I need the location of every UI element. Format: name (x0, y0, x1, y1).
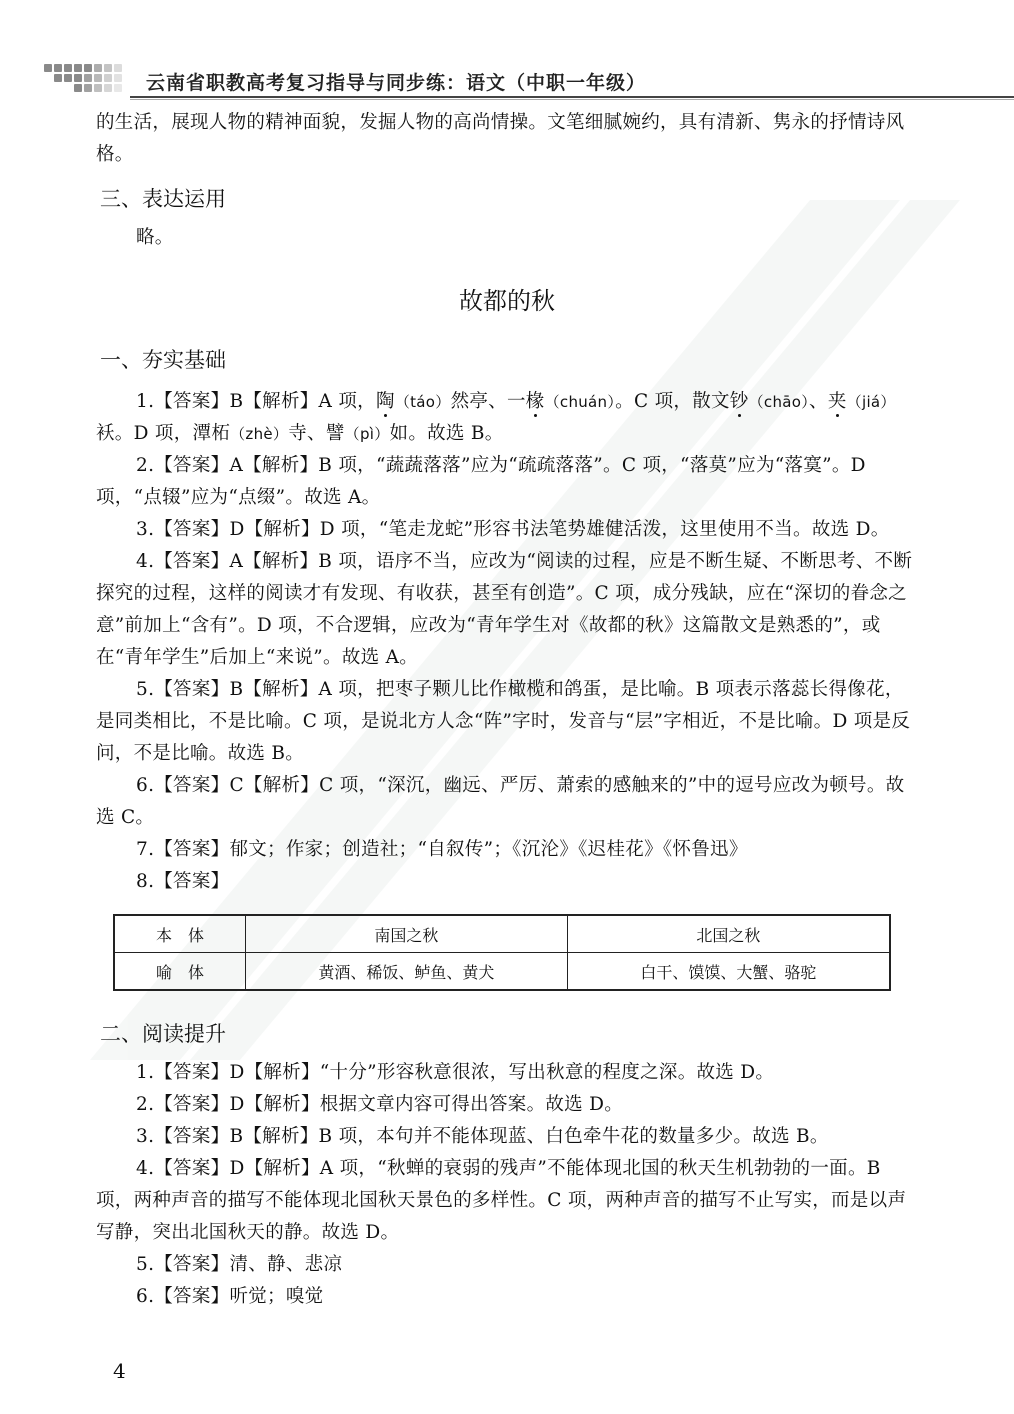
answer-3: 3.【答案】D【解析】D 项，“笔走龙蛇”形容书法笔势雄健活泼，这里使用不当。故选 D。 (136, 519, 890, 540)
answer-7: 7.【答案】郁文；作家；创造社；“自叙传”；《沉沦》《迟桂花》《怀鲁迅》 (136, 839, 748, 860)
reading-answer-3: 3.【答案】B【解析】B 项，本句并不能体现蓝、白色牵牛花的数量多少。故选 B。 (136, 1126, 829, 1147)
intro-paragraph: 的生活，展现人物的精神面貌，发掘人物的高尚情操。文笔细腻婉约，具有清新、隽永的抒情诗风格。 (96, 112, 905, 165)
reading-answer-5: 5.【答案】清、静、悲凉 (136, 1254, 343, 1275)
answer-4: 4.【答案】A【解析】B 项，语序不当，应改为“阅读的过程，应是不断生疑、不断思考、不断探究的过程，这样的阅读才有发现、有收获，甚至有创造”。C 项，成分残缺，应在“深切的眷念之意”前加上“含有”。D 项，不合逻辑，应改为“青年学生对《故都的秋》这篇散文是熟悉的”，或在“青年学生”后加上“来说”。故选 A。 (96, 551, 913, 668)
reading-answer-2: 2.【答案】D【解析】根据文章内容可得出答案。故选 D。 (136, 1094, 624, 1115)
table-row-label: 喻 体 (114, 953, 246, 991)
article-title: 故都的秋 (459, 287, 555, 315)
section3-text: 略。 (136, 227, 174, 248)
answer-6: 6.【答案】C【解析】C 项，“深沉，幽远、严厉、萧索的感触来的”中的逗号应改为顿号。故选 C。 (96, 775, 905, 828)
header-rule (130, 96, 1014, 98)
header-title: 云南省职教高考复习指导与同步练：语文（中职一年级） (146, 72, 647, 94)
table-header-south: 南国之秋 (246, 915, 568, 953)
comparison-table (113, 914, 891, 991)
section3-heading: 三、表达运用 (100, 187, 226, 211)
table-header-north: 北国之秋 (567, 915, 890, 953)
part2-heading: 二、阅读提升 (100, 1022, 226, 1046)
table-cell: 黄酒、稀饭、鲈鱼、黄犬 (246, 953, 568, 991)
table-row (114, 915, 890, 953)
reading-answer-4: 4.【答案】D【解析】A 项，“秋蝉的衰弱的残声”不能体现北国的秋天生机勃勃的一面。B 项，两种声音的描写不能体现北国秋天景色的多样性。C 项，两种声音的描写不止写实，而是以声写静，突出北国秋天的静。故选 D。 (96, 1158, 907, 1243)
table-row-label: 本 体 (114, 915, 246, 953)
table-row (114, 953, 890, 991)
answer-5: 5.【答案】B【解析】A 项，把枣子颗儿比作橄榄和鸽蛋，是比喻。B 项表示落蕊长得像花，是同类相比，不是比喻。C 项，是说北方人念“阵”字时，发音与“层”字相近，不是比喻。D 项是反问，不是比喻。故选 B。 (96, 679, 911, 764)
reading-answer-6: 6.【答案】听觉；嗅觉 (136, 1286, 324, 1307)
answer-1: 1.【答案】B【解析】A 项，陶（táo）然亭、一椽（chuán）。C 项，散文钞（chāo）、夹（jiá）袄。D 项，潭柘（zhè）寺、譬（pì）如。故选 B。 (96, 391, 896, 444)
answer-8: 8.【答案】 (136, 871, 230, 892)
reading-answer-1: 1.【答案】D【解析】“十分”形容秋意很浓，写出秋意的程度之深。故选 D。 (136, 1062, 775, 1083)
answer-2: 2.【答案】A【解析】B 项，“蔬蔬落落”应为“疏疏落落”。C 项，“落莫”应为“落寞”。D 项，“点辍”应为“点缀”。故选 A。 (96, 455, 866, 508)
table-cell: 白干、馍馍、大蟹、骆驼 (567, 953, 890, 991)
page-number: 4 (113, 1359, 126, 1383)
page-header (0, 58, 1014, 102)
header-rule-thin (130, 99, 1014, 100)
header-dots-decoration (44, 64, 134, 98)
part1-heading: 一、夯实基础 (100, 348, 226, 372)
